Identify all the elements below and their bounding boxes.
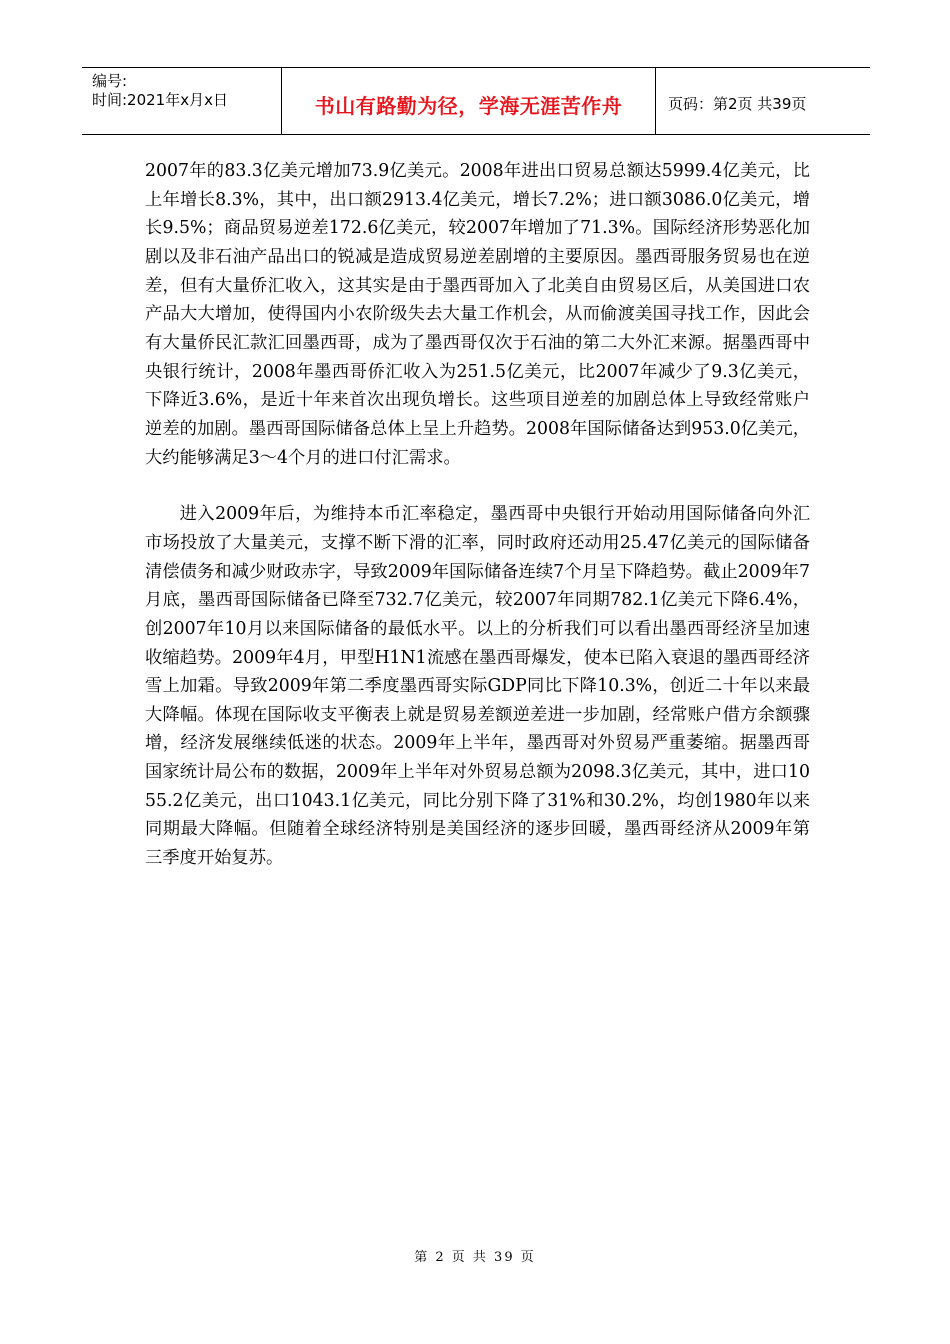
header-motto: 书山有路勤为径，学海无涯苦作舟 [282, 68, 656, 134]
document-body [145, 157, 810, 873]
page-header [82, 67, 870, 135]
page-footer: 第 2 页 共 39 页 [414, 1250, 536, 1265]
document-number-label: 编号: [92, 72, 128, 90]
body-paragraph: 进入2009年后，为维持本币汇率稳定，墨西哥中央银行开始动用国际储备向外汇市场投放了大量美元，支撑不断下滑的汇率，同时政府还动用25.47亿美元的国际储备清偿债务和减少财政赤字，导致2009年国际储备连续7个月呈下降趋势。截止2009年7月底，墨西哥国际储备已降至732.7亿美元，较2007年同期782.1亿美元下降6.4%，创2007年10月以来国际储备的最低水平。以上的分析我们可以看出墨西哥经济呈加速收缩趋势。2009年4月，甲型H1N1流感在墨西哥爆发，使本已陷入衰退的墨西哥经济雪上加霜。导致2009年第二季度墨西哥实际GDP同比下降10.3%，创近二十年以来最大降幅。体现在国际收支平衡表上就是贸易差额逆差进一步加剧，经常账户借方余额骤增，经济发展继续低迷的状态。2009年上半年，墨西哥对外贸易严重萎缩。据墨西哥国家统计局公布的数据，2009年上半年对外贸易总额为2098.3亿美元，其中，进口1055.2亿美元，出口1043.1亿美元，同比分别下降了31%和30.2%，均创1980年以来同期最大降幅。但随着全球经济特别是美国经济的逐步回暖，墨西哥经济从2009年第三季度开始复苏。 [145, 504, 810, 869]
header-page-info: 页码：第2页 共39页 [668, 94, 807, 113]
header-meta [82, 68, 282, 134]
body-paragraph: 2007年的83.3亿美元增加73.9亿美元。2008年进出口贸易总额达5999.4亿美元，比上年增长8.3%，其中，出口额2913.4亿美元，增长7.2%；进口额3086.0亿美元，增长9.5%；商品贸易逆差172.6亿美元，较2007年增加了71.3%。国际经济形势恶化加剧以及非石油产品出口的锐减是造成贸易逆差剧增的主要原因。墨西哥服务贸易也在逆差，但有大量侨汇收入，这其实是由于墨西哥加入了北美自由贸易区后，从美国进口农产品大大增加，使得国内小农阶级失去大量工作机会，从而偷渡美国寻找工作，因此会有大量侨民汇款汇回墨西哥，成为了墨西哥仅次于石油的第二大外汇来源。据墨西哥中央银行统计，2008年墨西哥侨汇收入为251.5亿美元，比2007年减少了9.3亿美元，下降近3.6%，是近十年来首次出现负增长。这些项目逆差的加剧总体上导致经常账户逆差的加剧。墨西哥国际储备总体上呈上升趋势。2008年国际储备达到953.0亿美元，大约能够满足3～4个月的进口付汇需求。 [145, 161, 810, 468]
document-time-label: 时间:2021年x月x日 [92, 91, 228, 109]
